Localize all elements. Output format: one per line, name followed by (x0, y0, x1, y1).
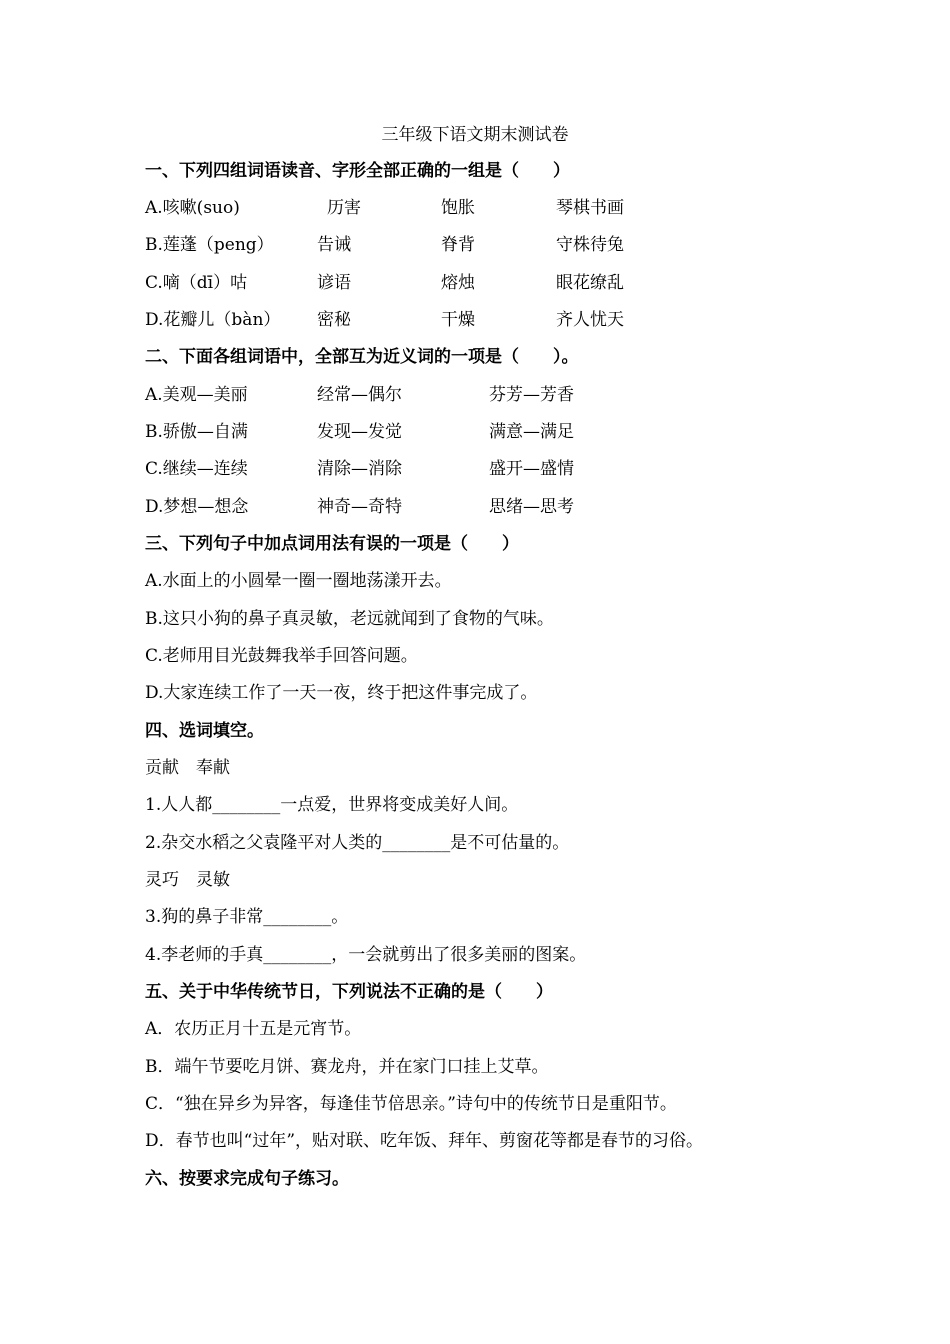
option-text: D.梦想—想念 (145, 497, 249, 517)
option-word: 满意—满足 (489, 422, 574, 442)
option-text: B.骄傲—自满 (145, 422, 248, 442)
option-word: 芬芳—芳香 (489, 385, 574, 405)
fill-sentence-4: 4.李老师的手真________，一会就剪出了很多美丽的图案。 (145, 945, 587, 965)
option-word: 琴棋书画 (556, 198, 624, 218)
question-3-option-a: A.水面上的小圆晕一圈一圈地荡漾开去。 (145, 571, 452, 591)
fill-sentence-2: 2.杂交水稻之父袁隆平对人类的________是不可估量的。 (145, 833, 570, 853)
option-word: 熔烛 (441, 273, 475, 293)
question-3-option-d: D.大家连续工作了一天一夜，终于把这件事完成了。 (145, 683, 538, 703)
option-text: C.嘀（dī）咕 (145, 273, 248, 293)
question-5-heading: 五、关于中华传统节日，下列说法不正确的是（ ） (145, 982, 553, 1002)
question-2-heading: 二、下面各组词语中，全部互为近义词的一项是（ ）。 (145, 347, 579, 367)
option-text: A.美观—美丽 (145, 385, 248, 405)
word-choices-1: 贡献 奉献 (145, 758, 230, 778)
question-3-option-b: B.这只小狗的鼻子真灵敏，老远就闻到了食物的气味。 (145, 609, 554, 629)
option-word: 饱胀 (441, 198, 475, 218)
option-word: 盛开—盛情 (489, 459, 574, 479)
option-text: D.花瓣儿（bàn） (145, 310, 281, 330)
option-word: 干燥 (441, 310, 475, 330)
option-word: 谚语 (317, 273, 351, 293)
question-5-option-d: D．春节也叫“过年”，贴对联、吃年饭、拜年、剪窗花等都是春节的习俗。 (145, 1131, 704, 1151)
question-1-heading: 一、下列四组词语读音、字形全部正确的一组是（ ） (145, 161, 570, 181)
question-5-option-a: A．农历正月十五是元宵节。 (145, 1019, 362, 1039)
question-5-option-c: C．“独在异乡为异客，每逢佳节倍思亲。”诗句中的传统节日是重阳节。 (145, 1094, 677, 1114)
option-word: 脊背 (441, 235, 475, 255)
option-text: A.咳嗽(suo) (145, 198, 240, 218)
option-word: 发现—发觉 (317, 422, 402, 442)
option-word: 告诫 (317, 235, 351, 255)
option-word: 思绪—思考 (489, 497, 574, 517)
option-word: 神奇—奇特 (317, 497, 402, 517)
question-3-option-c: C.老师用目光鼓舞我举手回答问题。 (145, 646, 418, 666)
option-text: C.继续—连续 (145, 459, 248, 479)
question-4-heading: 四、选词填空。 (145, 721, 264, 741)
option-word: 经常—偶尔 (317, 385, 402, 405)
option-word: 眼花缭乱 (556, 273, 624, 293)
question-5-option-b: B．端午节要吃月饼、赛龙舟，并在家门口挂上艾草。 (145, 1057, 549, 1077)
option-word: 守株待兔 (556, 235, 624, 255)
fill-sentence-3: 3.狗的鼻子非常________。 (145, 907, 349, 927)
option-word: 密秘 (317, 310, 351, 330)
page-title: 三年级下语文期末测试卷 (381, 125, 569, 145)
word-choices-2: 灵巧 灵敏 (145, 870, 230, 890)
fill-sentence-1: 1.人人都________一点爱，世界将变成美好人间。 (145, 795, 519, 815)
question-3-heading: 三、下列句子中加点词用法有误的一项是（ ） (145, 534, 519, 554)
option-word: 齐人忧天 (556, 310, 624, 330)
option-text: B.莲蓬（peng） (145, 235, 274, 255)
option-word: 清除—消除 (317, 459, 402, 479)
option-word: 历害 (327, 198, 361, 218)
question-6-heading: 六、按要求完成句子练习。 (145, 1169, 349, 1189)
